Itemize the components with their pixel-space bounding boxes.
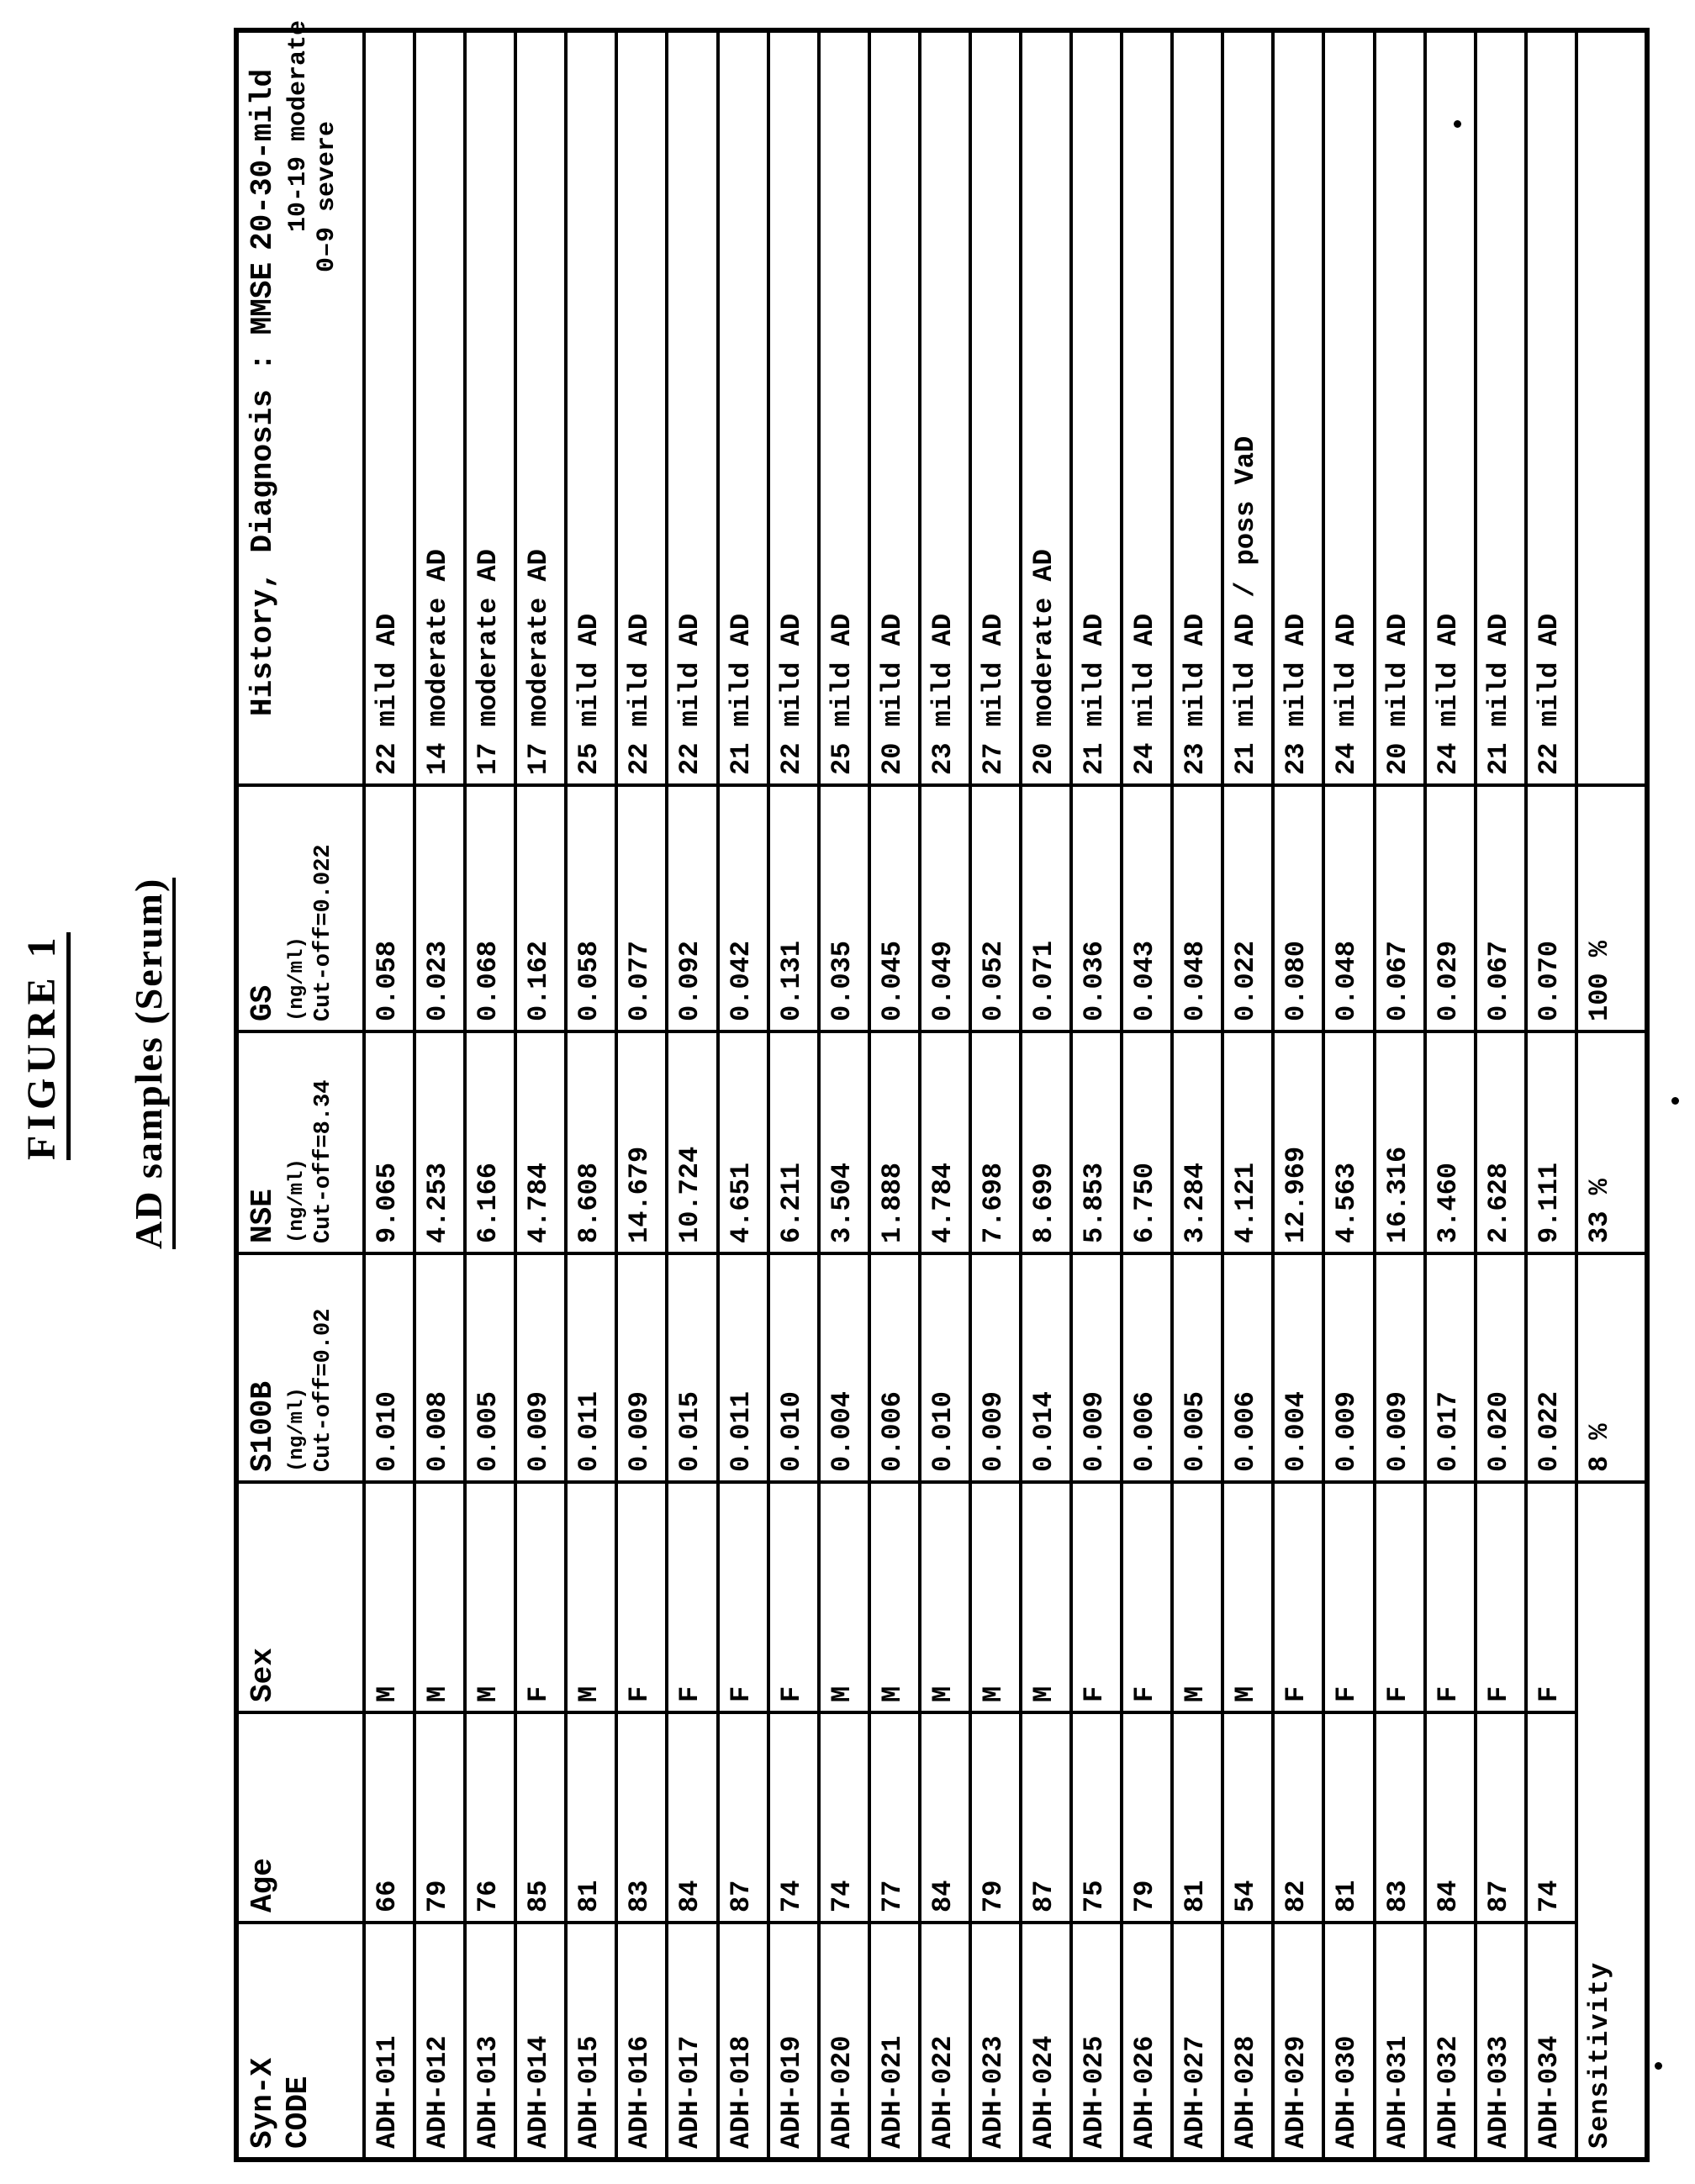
- table-row: [616, 30, 667, 2160]
- table-row: [920, 30, 970, 2160]
- age-cell: 84: [920, 1712, 970, 1923]
- gs-cell: 0.058: [364, 785, 415, 1031]
- s100b-cell: 0.004: [819, 1253, 869, 1482]
- s100b-cell: 0.006: [869, 1253, 920, 1482]
- history-cell: 21 mild AD: [1476, 30, 1526, 785]
- history-cell: 22 mild AD: [768, 30, 819, 785]
- age-cell: 74: [1526, 1712, 1576, 1923]
- sensitivity-nse-value: 33 %: [1576, 1031, 1647, 1253]
- nse-cell: 9.065: [364, 1031, 415, 1253]
- sex-cell: M: [920, 1482, 970, 1712]
- history-cell: 17 moderate AD: [465, 30, 515, 785]
- gs-cell: 0.071: [1021, 785, 1071, 1031]
- sex-cell: F: [1425, 1482, 1476, 1712]
- code-cell: ADH-027: [1172, 1923, 1222, 2160]
- s100b-cell: 0.009: [1375, 1253, 1425, 1482]
- nse-cell: 9.111: [1526, 1031, 1576, 1253]
- table-row: [1021, 30, 1071, 2160]
- s100b-cell: 0.015: [667, 1253, 717, 1482]
- history-cell: 24 mild AD: [1122, 30, 1172, 785]
- s100b-cell: 0.010: [768, 1253, 819, 1482]
- header-code-line1: Syn-X: [246, 2057, 280, 2149]
- code-cell: ADH-029: [1273, 1923, 1323, 2160]
- gs-cell: 0.162: [515, 785, 566, 1031]
- sex-cell: M: [1021, 1482, 1071, 1712]
- table-row: [1071, 30, 1122, 2160]
- gs-cell: 0.022: [1222, 785, 1273, 1031]
- gs-cell: 0.070: [1526, 785, 1576, 1031]
- history-cell: 21 mild AD: [718, 30, 768, 785]
- sex-cell: F: [1375, 1482, 1425, 1712]
- sex-cell: M: [465, 1482, 515, 1712]
- code-cell: ADH-025: [1071, 1923, 1122, 2160]
- nse-cell: 3.504: [819, 1031, 869, 1253]
- sex-cell: M: [1172, 1482, 1222, 1712]
- gs-cell: 0.067: [1476, 785, 1526, 1031]
- sex-cell: F: [768, 1482, 819, 1712]
- nse-cell: 16.316: [1375, 1031, 1425, 1253]
- header-gs-cutoff: Cut-off=0.022: [311, 844, 336, 1021]
- s100b-cell: 0.005: [1172, 1253, 1222, 1482]
- scan-speck-top-right: [1454, 120, 1461, 128]
- code-cell: ADH-014: [515, 1923, 566, 2160]
- gs-cell: 0.045: [869, 785, 920, 1031]
- s100b-cell: 0.009: [970, 1253, 1021, 1482]
- age-cell: 77: [869, 1712, 920, 1923]
- table-row: [415, 30, 465, 2160]
- history-cell: 24 mild AD: [1425, 30, 1476, 785]
- gs-cell: 0.068: [465, 785, 515, 1031]
- gs-cell: 0.043: [1122, 785, 1172, 1031]
- code-cell: ADH-017: [667, 1923, 717, 2160]
- gs-cell: 0.077: [616, 785, 667, 1031]
- nse-cell: 5.853: [1071, 1031, 1122, 1253]
- s100b-cell: 0.009: [1071, 1253, 1122, 1482]
- table-row: [1526, 30, 1576, 2160]
- header-s100b-units: (ng/ml): [286, 1387, 309, 1472]
- history-cell: 25 mild AD: [566, 30, 616, 785]
- table-row: [465, 30, 515, 2160]
- table-row: [1375, 30, 1425, 2160]
- age-cell: 84: [667, 1712, 717, 1923]
- code-cell: ADH-011: [364, 1923, 415, 2160]
- history-cell: 23 mild AD: [1273, 30, 1323, 785]
- table-row: [1122, 30, 1172, 2160]
- code-cell: ADH-018: [718, 1923, 768, 2160]
- s100b-cell: 0.006: [1122, 1253, 1172, 1482]
- history-cell: 22 mild AD: [667, 30, 717, 785]
- nse-cell: 6.166: [465, 1031, 515, 1253]
- age-cell: 81: [566, 1712, 616, 1923]
- code-cell: ADH-019: [768, 1923, 819, 2160]
- s100b-cell: 0.009: [515, 1253, 566, 1482]
- history-cell: 14 moderate AD: [415, 30, 465, 785]
- table-row: [364, 30, 415, 2160]
- s100b-cell: 0.011: [566, 1253, 616, 1482]
- sex-cell: M: [566, 1482, 616, 1712]
- s100b-cell: 0.010: [920, 1253, 970, 1482]
- sex-cell: F: [1122, 1482, 1172, 1712]
- gs-cell: 0.080: [1273, 785, 1323, 1031]
- table-row: [1273, 30, 1323, 2160]
- nse-cell: 4.784: [515, 1031, 566, 1253]
- history-cell: 20 moderate AD: [1021, 30, 1071, 785]
- code-cell: ADH-022: [920, 1923, 970, 2160]
- age-cell: 87: [1021, 1712, 1071, 1923]
- code-cell: ADH-031: [1375, 1923, 1425, 2160]
- age-cell: 81: [1323, 1712, 1374, 1923]
- sex-cell: F: [616, 1482, 667, 1712]
- age-cell: 87: [718, 1712, 768, 1923]
- history-cell: 20 mild AD: [1375, 30, 1425, 785]
- scan-speck-mid-right: [1671, 1097, 1679, 1105]
- gs-cell: 0.052: [970, 785, 1021, 1031]
- s100b-cell: 0.017: [1425, 1253, 1476, 1482]
- sex-cell: F: [667, 1482, 717, 1712]
- age-cell: 54: [1222, 1712, 1273, 1923]
- history-cell: 23 mild AD: [920, 30, 970, 785]
- mmse-scale-moderate: 10-19 moderate: [284, 19, 313, 232]
- code-cell: ADH-028: [1222, 1923, 1273, 2160]
- age-cell: 74: [768, 1712, 819, 1923]
- history-cell: 24 mild AD: [1323, 30, 1374, 785]
- nse-cell: 1.888: [869, 1031, 920, 1253]
- sex-cell: M: [869, 1482, 920, 1712]
- gs-cell: 0.048: [1323, 785, 1374, 1031]
- nse-cell: 4.784: [920, 1031, 970, 1253]
- header-gs-units: (ng/ml): [286, 936, 309, 1021]
- nse-cell: 3.460: [1425, 1031, 1476, 1253]
- sex-cell: F: [1526, 1482, 1576, 1712]
- nse-cell: 6.211: [768, 1031, 819, 1253]
- sex-cell: M: [819, 1482, 869, 1712]
- table-row: [1476, 30, 1526, 2160]
- age-cell: 66: [364, 1712, 415, 1923]
- nse-cell: 14.679: [616, 1031, 667, 1253]
- nse-cell: 10.724: [667, 1031, 717, 1253]
- sex-cell: F: [1476, 1482, 1526, 1712]
- history-cell: 21 mild AD: [1071, 30, 1122, 785]
- gs-cell: 0.067: [1375, 785, 1425, 1031]
- header-gs-name: GS: [246, 984, 280, 1021]
- gs-cell: 0.058: [566, 785, 616, 1031]
- s100b-cell: 0.008: [415, 1253, 465, 1482]
- gs-cell: 0.092: [667, 785, 717, 1031]
- age-cell: 84: [1425, 1712, 1476, 1923]
- header-nse-units: (ng/ml): [286, 1158, 309, 1243]
- gs-cell: 0.049: [920, 785, 970, 1031]
- col-header-nse: [236, 1031, 364, 1253]
- header-nse-name: NSE: [246, 1189, 280, 1243]
- age-cell: 82: [1273, 1712, 1323, 1923]
- age-cell: 87: [1476, 1712, 1526, 1923]
- gs-cell: 0.131: [768, 785, 819, 1031]
- sensitivity-history-empty: [1576, 30, 1647, 785]
- nse-cell: 3.284: [1172, 1031, 1222, 1253]
- gs-cell: 0.023: [415, 785, 465, 1031]
- table-row: [566, 30, 616, 2160]
- sensitivity-label: Sensitivity: [1576, 1482, 1647, 2160]
- col-header-s100b: [236, 1253, 364, 1482]
- table-row: [819, 30, 869, 2160]
- code-cell: ADH-024: [1021, 1923, 1071, 2160]
- code-cell: ADH-030: [1323, 1923, 1374, 2160]
- history-cell: 22 mild AD: [616, 30, 667, 785]
- s100b-cell: 0.011: [718, 1253, 768, 1482]
- gs-cell: 0.036: [1071, 785, 1122, 1031]
- code-cell: ADH-016: [616, 1923, 667, 2160]
- col-header-syn-x-code: [236, 1923, 364, 2160]
- history-cell: 22 mild AD: [364, 30, 415, 785]
- table-row: [869, 30, 920, 2160]
- history-cell: 21 mild AD / poss VaD: [1222, 30, 1273, 785]
- header-s100b-name: S100B: [246, 1380, 280, 1472]
- sex-cell: F: [718, 1482, 768, 1712]
- history-cell: 17 moderate AD: [515, 30, 566, 785]
- code-cell: ADH-012: [415, 1923, 465, 2160]
- sensitivity-s100b-value: 8 %: [1576, 1253, 1647, 1482]
- s100b-cell: 0.022: [1526, 1253, 1576, 1482]
- sex-cell: F: [1071, 1482, 1122, 1712]
- mmse-scale-mild: 20-30-mild: [246, 68, 280, 251]
- s100b-cell: 0.014: [1021, 1253, 1071, 1482]
- age-cell: 81: [1172, 1712, 1222, 1923]
- s100b-cell: 0.010: [364, 1253, 415, 1482]
- header-code-line2: CODE: [281, 2076, 315, 2149]
- history-cell: 22 mild AD: [1526, 30, 1576, 785]
- col-header-sex: [236, 1482, 364, 1712]
- code-cell: ADH-032: [1425, 1923, 1476, 2160]
- header-history-title-line: [246, 36, 281, 775]
- s100b-cell: 0.004: [1273, 1253, 1323, 1482]
- table-row: [768, 30, 819, 2160]
- nse-cell: 4.121: [1222, 1031, 1273, 1253]
- sex-cell: M: [1222, 1482, 1273, 1712]
- table-body: [364, 30, 1576, 2160]
- table-row: [515, 30, 566, 2160]
- nse-cell: 7.698: [970, 1031, 1021, 1253]
- code-cell: ADH-023: [970, 1923, 1021, 2160]
- nse-cell: 12.969: [1273, 1031, 1323, 1253]
- s100b-cell: 0.020: [1476, 1253, 1526, 1482]
- sex-cell: F: [1273, 1482, 1323, 1712]
- header-sex-label: Sex: [246, 1648, 280, 1702]
- header-history-title: History, Diagnosis : MMSE: [246, 261, 280, 716]
- header-age-label: Age: [246, 1858, 280, 1912]
- age-cell: 85: [515, 1712, 566, 1923]
- mmse-scale-severe: 0–9 severe: [313, 120, 341, 272]
- age-cell: 83: [616, 1712, 667, 1923]
- code-cell: ADH-020: [819, 1923, 869, 2160]
- gs-cell: 0.029: [1425, 785, 1476, 1031]
- sensitivity-gs-value: 100 %: [1576, 785, 1647, 1031]
- figure-title: FIGURE 1: [18, 932, 71, 1160]
- nse-cell: 4.651: [718, 1031, 768, 1253]
- ad-samples-table: [234, 19, 1650, 2162]
- history-cell: 23 mild AD: [1172, 30, 1222, 785]
- col-header-history-mmse: [236, 19, 364, 785]
- sex-cell: F: [515, 1482, 566, 1712]
- age-cell: 79: [970, 1712, 1021, 1923]
- header-nse-cutoff: Cut-off=8.34: [311, 1079, 336, 1243]
- table-row: [667, 30, 717, 2160]
- table-row: [1323, 30, 1374, 2160]
- history-cell: 20 mild AD: [869, 30, 920, 785]
- figure-subtitle: AD samples (Serum): [126, 878, 176, 1249]
- age-cell: 79: [1122, 1712, 1172, 1923]
- history-cell: 27 mild AD: [970, 30, 1021, 785]
- age-cell: 75: [1071, 1712, 1122, 1923]
- s100b-cell: 0.005: [465, 1253, 515, 1482]
- sensitivity-row: [1576, 30, 1647, 2160]
- nse-cell: 8.608: [566, 1031, 616, 1253]
- history-cell: 25 mild AD: [819, 30, 869, 785]
- code-cell: ADH-033: [1476, 1923, 1526, 2160]
- nse-cell: 4.563: [1323, 1031, 1374, 1253]
- gs-cell: 0.035: [819, 785, 869, 1031]
- nse-cell: 2.628: [1476, 1031, 1526, 1253]
- sex-cell: M: [970, 1482, 1021, 1712]
- code-cell: ADH-026: [1122, 1923, 1172, 2160]
- gs-cell: 0.042: [718, 785, 768, 1031]
- s100b-cell: 0.009: [1323, 1253, 1374, 1482]
- nse-cell: 8.699: [1021, 1031, 1071, 1253]
- gs-cell: 0.048: [1172, 785, 1222, 1031]
- nse-cell: 6.750: [1122, 1031, 1172, 1253]
- header-s100b-cutoff: Cut-off=0.02: [311, 1308, 336, 1472]
- sex-cell: M: [415, 1482, 465, 1712]
- code-cell: ADH-034: [1526, 1923, 1576, 2160]
- code-cell: ADH-015: [566, 1923, 616, 2160]
- s100b-cell: 0.009: [616, 1253, 667, 1482]
- table-row: [970, 30, 1021, 2160]
- table-row: [1222, 30, 1273, 2160]
- age-cell: 74: [819, 1712, 869, 1923]
- age-cell: 79: [415, 1712, 465, 1923]
- col-header-age: [236, 1712, 364, 1923]
- table-row: [1172, 30, 1222, 2160]
- nse-cell: 4.253: [415, 1031, 465, 1253]
- scan-speck-bottom-right: [1655, 2062, 1662, 2070]
- sex-cell: F: [1323, 1482, 1374, 1712]
- table-row: [718, 30, 768, 2160]
- age-cell: 76: [465, 1712, 515, 1923]
- code-cell: ADH-013: [465, 1923, 515, 2160]
- age-cell: 83: [1375, 1712, 1425, 1923]
- s100b-cell: 0.006: [1222, 1253, 1273, 1482]
- header-row: [236, 30, 364, 2160]
- sex-cell: M: [364, 1482, 415, 1712]
- col-header-gs: [236, 785, 364, 1031]
- code-cell: ADH-021: [869, 1923, 920, 2160]
- table-row: [1425, 30, 1476, 2160]
